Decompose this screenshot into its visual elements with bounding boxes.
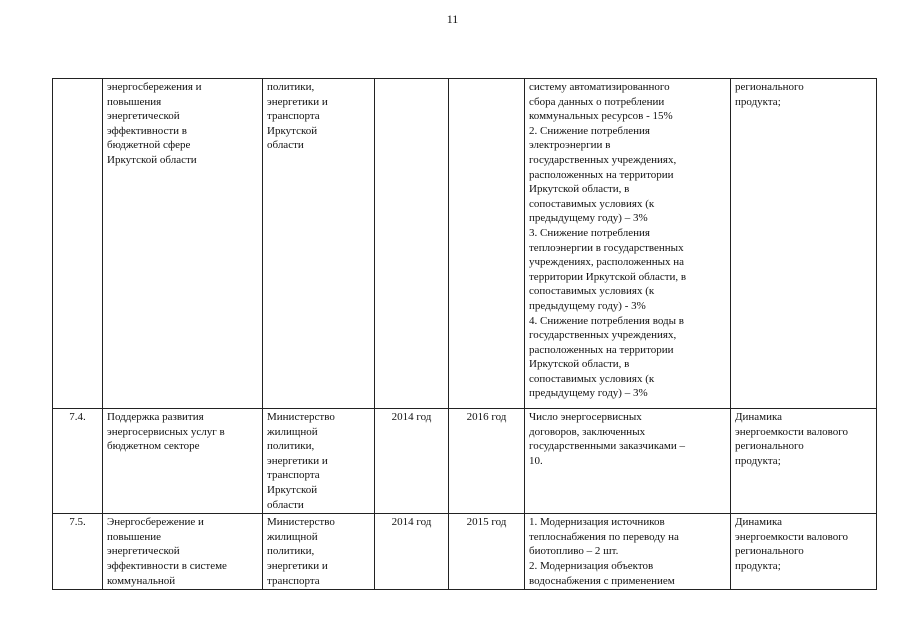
- cell-line: транспорта: [267, 469, 320, 482]
- cell-line: 2. Модернизация объектов: [529, 559, 654, 572]
- row-number-cell: 7.5.: [53, 514, 103, 590]
- cell-line: учреждениях, расположенных на: [529, 256, 685, 269]
- cell-line: жилищной: [267, 530, 318, 543]
- indicator-cell: [731, 409, 877, 514]
- cell-line: Министерство: [267, 516, 335, 529]
- start-year-cell: 2014 год: [375, 409, 449, 514]
- cell-line: транспорта: [267, 110, 320, 123]
- measure-name-cell: [103, 409, 263, 514]
- cell-line: регионального: [735, 440, 804, 453]
- expected-result-cell: [525, 79, 731, 409]
- table-row: [53, 514, 877, 590]
- page-number: 11: [446, 12, 459, 26]
- cell-line: коммунальных ресурсов - 15%: [529, 110, 673, 123]
- cell-line: бюджетном секторе: [107, 440, 200, 453]
- cell-line: эффективности в системе: [107, 559, 227, 572]
- start-year-cell: [375, 79, 449, 409]
- cell-line: государственных учреждениях,: [529, 329, 677, 342]
- cell-line: энергетической: [107, 110, 180, 123]
- cell-line: территории Иркутской области, в: [529, 270, 687, 283]
- row-number-cell: [53, 79, 103, 409]
- cell-line: энергосервисных услуг в: [107, 425, 225, 438]
- cell-line: договоров, заключенных: [529, 425, 646, 438]
- cell-line: 10.: [529, 454, 543, 467]
- cell-line: продукта;: [735, 95, 781, 108]
- executor-cell: [263, 79, 375, 409]
- cell-line: Число энергосервисных: [529, 411, 642, 423]
- cell-line: Энергосбережение и: [107, 516, 204, 529]
- cell-line: 1. Модернизация источников: [529, 516, 665, 529]
- cell-line: государственных учреждениях,: [529, 153, 677, 166]
- indicator-cell: [731, 79, 877, 409]
- cell-line: сбора данных о потреблении: [529, 95, 665, 108]
- cell-line: транспорта: [267, 574, 320, 587]
- cell-line: политики,: [267, 81, 315, 93]
- cell-line: области: [267, 139, 304, 152]
- cell-line: биотопливо – 2 шт.: [529, 545, 619, 558]
- table-row: [53, 409, 877, 514]
- row-number-cell: 7.4.: [53, 409, 103, 514]
- expected-result-cell: [525, 409, 731, 514]
- cell-line: водоснабжения с применением: [529, 574, 675, 587]
- cell-line: сопоставимых условиях (к: [529, 372, 655, 385]
- expected-result-cell: [525, 514, 731, 590]
- measures-table: [52, 78, 877, 590]
- cell-line: Министерство: [267, 411, 335, 423]
- cell-line: повышение: [107, 530, 161, 543]
- cell-line: Иркутской области, в: [529, 358, 630, 371]
- cell-line: регионального: [735, 81, 804, 93]
- executor-cell: [263, 514, 375, 590]
- cell-line: Иркутской: [267, 483, 318, 496]
- cell-line: предыдущему году) – 3%: [529, 212, 648, 225]
- cell-line: энергоемкости валового: [735, 530, 848, 543]
- end-year-cell: 2015 год: [449, 514, 525, 590]
- cell-line: коммунальной: [107, 574, 176, 587]
- cell-line: Иркутской: [267, 124, 318, 137]
- cell-line: энергетики и: [267, 95, 328, 108]
- table-row: [53, 79, 877, 409]
- cell-line: энергетики и: [267, 559, 328, 572]
- cell-line: теплоэнергии в государственных: [529, 241, 684, 254]
- executor-cell: [263, 409, 375, 514]
- start-year-cell: 2014 год: [375, 514, 449, 590]
- cell-line: энергетической: [107, 545, 180, 558]
- cell-line: энергосбережения и: [107, 81, 202, 93]
- cell-line: расположенных на территории: [529, 168, 674, 181]
- cell-line: политики,: [267, 440, 315, 453]
- cell-line: расположенных на территории: [529, 343, 674, 356]
- cell-line: предыдущему году) - 3%: [529, 299, 646, 312]
- end-year-cell: 2016 год: [449, 409, 525, 514]
- cell-line: 3. Снижение потребления: [529, 226, 650, 239]
- cell-line: жилищной: [267, 425, 318, 438]
- cell-line: повышения: [107, 95, 162, 108]
- cell-line: Иркутской области: [107, 153, 197, 166]
- cell-line: Поддержка развития: [107, 411, 204, 423]
- cell-line: предыдущему году) – 3%: [529, 387, 648, 400]
- cell-line: энергоемкости валового: [735, 425, 848, 438]
- indicator-cell: [731, 514, 877, 590]
- cell-line: Динамика: [735, 411, 783, 423]
- cell-line: энергетики и: [267, 454, 328, 467]
- cell-line: сопоставимых условиях (к: [529, 285, 655, 298]
- cell-line: регионального: [735, 545, 804, 558]
- cell-line: бюджетной сфере: [107, 139, 191, 152]
- cell-line: Динамика: [735, 516, 783, 529]
- cell-line: теплоснабжения по переводу на: [529, 530, 679, 543]
- cell-line: продукта;: [735, 559, 781, 572]
- cell-line: продукта;: [735, 454, 781, 467]
- cell-line: электроэнергии в: [529, 139, 611, 152]
- cell-line: 2. Снижение потребления: [529, 124, 650, 137]
- cell-line: Иркутской области, в: [529, 183, 630, 196]
- cell-line: систему автоматизированного: [529, 81, 670, 93]
- measure-name-cell: [103, 79, 263, 409]
- cell-line: политики,: [267, 545, 315, 558]
- cell-line: эффективности в: [107, 124, 187, 137]
- end-year-cell: [449, 79, 525, 409]
- cell-line: сопоставимых условиях (к: [529, 197, 655, 210]
- cell-line: области: [267, 498, 304, 511]
- measure-name-cell: [103, 514, 263, 590]
- cell-line: государственными заказчиками –: [529, 440, 685, 453]
- cell-line: 4. Снижение потребления воды в: [529, 314, 684, 327]
